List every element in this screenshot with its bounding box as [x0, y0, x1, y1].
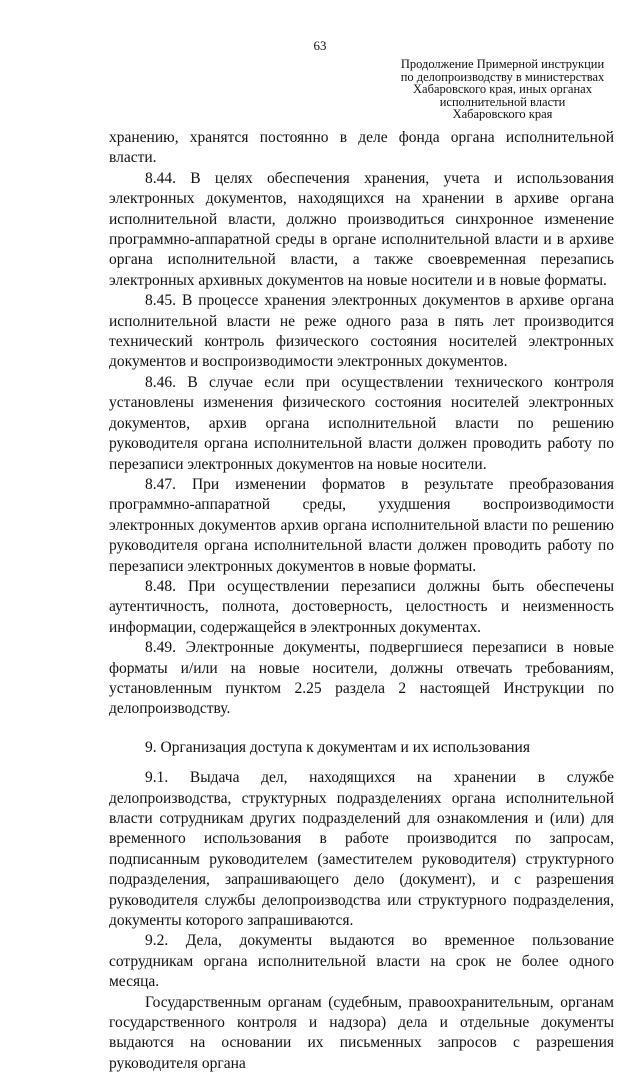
- continuation-line: Хабаровского края: [452, 107, 553, 121]
- continuation-header: [380, 58, 625, 121]
- page-number: 63: [313, 38, 327, 53]
- paragraph-8-48: 8.48. При осуществлении перезаписи должны быть обеспечены аутентичность, полнота, достоверность, целостность и неизменность информации, содержащейся в электронных документах.: [109, 577, 614, 636]
- paragraph-9-2: 9.2. Дела, документы выдаются во временное пользование сотрудникам органа исполнительной власти на срок не более одного месяца.: [109, 932, 614, 991]
- continuation-line: исполнительной власти: [439, 94, 566, 109]
- section-heading: 9. Организация доступа к документам и их использования: [145, 738, 530, 756]
- paragraph-8-45: 8.45. В процессе хранения электронных документов в архиве органа исполнительной власти не реже одного раза в пять лет производится технический контроль физического состояния носителей электронных документов и воспроизводимости электронных документов.: [109, 292, 614, 371]
- continuation-line: Продолжение Примерной инструкции: [400, 57, 605, 71]
- paragraph-8-46: 8.46. В случае если при осуществлении технического контроля установлены изменения физического состояния носителей электронных документов, архив органа исполнительной власти по решению руководителя органа исполнительной власти должен проводить работу по перезаписи электронных документов на новые носители.: [109, 373, 614, 473]
- paragraph-8-49: 8.49. Электронные документы, подвергшиеся перезаписи в новые форматы и/или на новые носители, должны отвечать требованиям, установленным пунктом 2.25 раздела 2 настоящей Инструкции по делопроизводству.: [109, 639, 614, 718]
- paragraph-state-bodies: Государственным органам (судебным, правоохранительным, органам государственного контроля и надзора) дела и отдельные документы выдаются на основании их письменных запросов с разрешения руководителя органа: [109, 993, 614, 1072]
- continuation-line: по делопроизводству в министерствах: [400, 69, 605, 84]
- paragraph-8-47: 8.47. При изменении форматов в результате преобразования программно-аппаратной среды, ухудшения воспроизводимости электронных документов архив органа исполнительной власти по решению руководителя органа исполнительной власти должен проводить работу по перезаписи электронных документов в новые форматы.: [109, 475, 614, 575]
- paragraph-9-1: 9.1. Выдача дел, находящихся на хранении в службе делопроизводства, структурных подразделениях органа исполнительной власти сотрудникам других подразделений для ознакомления и (или) для временного использования в работе производится по запросам, подписанным руководителем (заместителем руководителя) структурного подразделения, запрашивающего дело (документ), и с разрешения руководителя службы делопроизводства или структурного подразделения, документы которого запрашиваются.: [109, 769, 614, 930]
- paragraph-continued: хранению, хранятся постоянно в деле фонда органа исполнительной власти.: [109, 129, 614, 167]
- document-body: [109, 128, 614, 1074]
- paragraph-8-44: 8.44. В целях обеспечения хранения, учета и использования электронных документов, находящихся на хранении в архиве органа исполнительной власти, должно производиться синхронное изменение программно-аппаратной среды в органе исполнительной власти и в архиве органа исполнительной власти, а также своевременная перезапись электронных архивных документов на новые носители и в новые форматы.: [109, 169, 614, 289]
- continuation-line: Хабаровского края, иных органах: [413, 82, 592, 96]
